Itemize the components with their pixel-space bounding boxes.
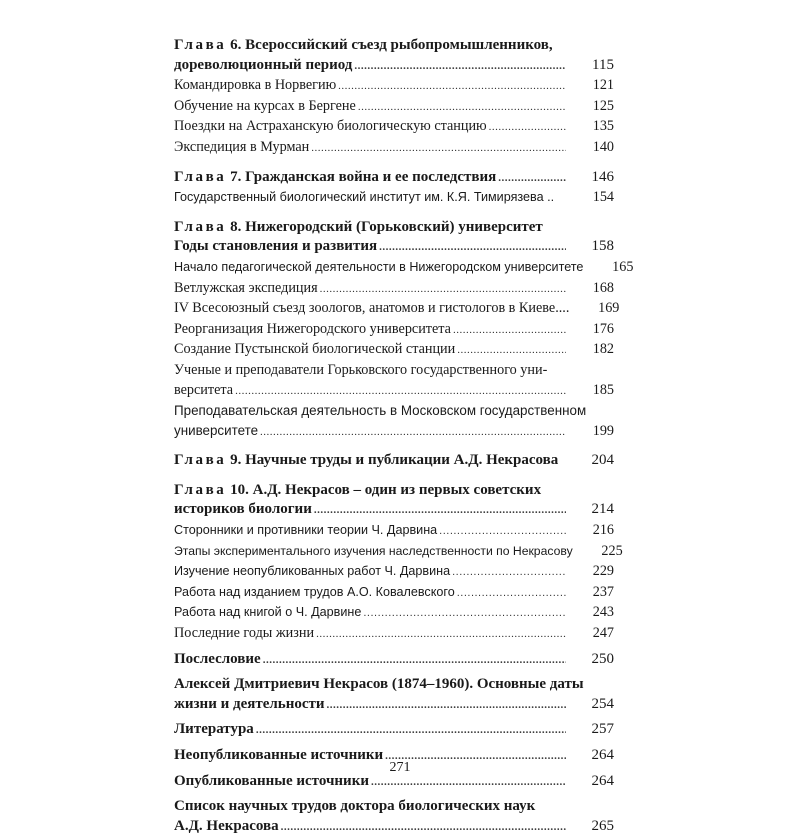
toc-chapter-10 xyxy=(174,481,623,645)
dot-leader xyxy=(457,341,566,361)
page-ref: 250 xyxy=(591,650,614,667)
page-ref: 135 xyxy=(592,118,614,135)
dot-leader xyxy=(281,818,566,837)
toc-entry[interactable]: верситета ..... 185 xyxy=(174,381,614,402)
toc-entry[interactable]: жизни и деятельности ..... 254 xyxy=(174,695,614,716)
dot-leader xyxy=(363,604,566,624)
page-ref: 247 xyxy=(592,625,614,642)
toc-entry[interactable]: Литература ..... 257 xyxy=(174,720,614,741)
toc-entry[interactable]: Неопубликованные источники ..... 264 xyxy=(174,746,614,767)
dot-leader xyxy=(457,584,566,604)
toc-entry[interactable]: Изучение неопубликованных работ Ч. Дарвина ..... 229 xyxy=(174,562,614,583)
page-ref: 264 xyxy=(591,747,614,763)
toc-entry[interactable]: Ветлужская экспедиция ..... 168 xyxy=(174,279,614,300)
toc-entry[interactable]: Глава 9. Научные труды и публикации А.Д. Некрасова 204 xyxy=(174,451,614,472)
dot-leader xyxy=(314,501,566,521)
dot-leader xyxy=(354,57,566,77)
chapter-label: Глава xyxy=(174,37,227,53)
page-ref: 140 xyxy=(592,138,614,155)
toc-chapter-6 xyxy=(174,36,614,159)
page-ref: 264 xyxy=(591,772,614,789)
page-ref: 121 xyxy=(592,77,614,94)
toc-entry[interactable]: Экспедиция в Мурман ..... 140 xyxy=(174,138,614,159)
toc-entry[interactable]: А.Д. Некрасова ..... 265 xyxy=(174,817,614,837)
dot-leader xyxy=(320,280,566,300)
toc-entry[interactable]: Опубликованные источники ..... 264 xyxy=(174,772,614,793)
page-ref: 154 xyxy=(592,189,614,206)
toc-entry[interactable]: Реорганизация Нижегородского университета ..... 176 xyxy=(174,320,614,341)
entry-title-line: Ученые и преподаватели Горьковского государственного уни- xyxy=(174,361,548,378)
toc-entry[interactable]: Работа над книгой о Ч. Дарвине ..... 243 xyxy=(174,603,614,624)
toc-back-matter xyxy=(174,650,614,837)
dot-leader xyxy=(453,321,566,341)
entry-title-line: Список научных трудов доктора биологических наук xyxy=(174,798,536,815)
page-ref: 225 xyxy=(601,542,623,559)
toc-entry[interactable]: Поездки на Астраханскую биологическую станцию ..... 135 xyxy=(174,117,614,138)
page-ref: 115 xyxy=(592,56,614,73)
page-ref: 216 xyxy=(592,522,614,539)
dot-leader xyxy=(256,721,566,741)
toc-entry[interactable]: Послесловие ..... 250 xyxy=(174,650,614,671)
toc-entry[interactable]: Глава 7. Гражданская война и ее последствия ..... 146 xyxy=(174,168,614,189)
toc-entry[interactable]: Создание Пустынской биологической станции ..... 182 xyxy=(174,340,614,361)
entry-title-line: Алексей Дмитриевич Некрасов (1874–1960). Основные даты xyxy=(174,676,584,693)
page-ref: 237 xyxy=(592,583,614,600)
page-ref: 168 xyxy=(592,279,614,296)
page-ref: 214 xyxy=(591,501,614,518)
page-ref: 229 xyxy=(592,563,614,580)
toc-entry[interactable]: Сторонники и противники теории Ч. Дарвина ..... 216 xyxy=(174,521,614,542)
dot-leader xyxy=(235,382,566,402)
toc-chapter-7 xyxy=(174,168,614,209)
page-ref: 243 xyxy=(592,604,614,621)
page-ref: 146 xyxy=(591,168,614,185)
dot-leader xyxy=(260,423,566,443)
page-ref: 204 xyxy=(591,452,614,469)
dot-leader xyxy=(358,98,566,118)
chapter-label: Глава xyxy=(174,168,227,185)
toc-chapter-8 xyxy=(174,218,634,443)
page-ref: 169 xyxy=(598,300,620,317)
page-ref: 165 xyxy=(612,258,634,275)
chapter-title-line: Глава 8. Нижегородский (Горьковский) университет xyxy=(174,218,543,235)
toc-entry[interactable]: университете ..... 199 xyxy=(174,421,614,443)
page-ref: 254 xyxy=(591,695,614,712)
dot-leader xyxy=(311,139,566,159)
page-ref: 185 xyxy=(592,381,614,398)
toc-entry[interactable]: Годы становления и развития ..... 158 xyxy=(174,237,614,258)
page-ref: 125 xyxy=(592,97,614,114)
toc-entry[interactable]: Работа над изданием трудов А.О. Ковалевского ..... 237 xyxy=(174,583,614,604)
dot-leader xyxy=(452,563,566,583)
dot-leader xyxy=(498,169,566,189)
toc-entry[interactable]: Этапы экспериментального изучения наследственности по Некрасову 225 xyxy=(174,542,614,563)
toc-entry[interactable]: IV Всесоюзный съезд зоологов, анатомов и гистологов в Киеве.... 169 xyxy=(174,299,614,320)
dot-leader xyxy=(263,651,566,671)
dot-leader xyxy=(439,522,566,542)
page-ref: 182 xyxy=(592,341,614,358)
dot-leader xyxy=(379,238,566,258)
toc-chapter-9 xyxy=(174,451,614,472)
chapter-label: Глава xyxy=(174,452,227,469)
page-ref: 176 xyxy=(592,320,614,337)
dot-leader xyxy=(338,77,566,97)
dot-leader xyxy=(316,625,566,645)
page-ref: 199 xyxy=(592,422,614,439)
page-number: 271 xyxy=(389,760,411,775)
toc-entry[interactable]: Последние годы жизни ..... 247 xyxy=(174,624,614,645)
dot-leader xyxy=(489,118,566,138)
toc-entry[interactable]: историков биологии ..... 214 xyxy=(174,500,614,521)
chapter-title-line: Глава 6. Всероссийский съезд рыбопромышленников, xyxy=(174,37,553,53)
table-of-contents xyxy=(174,36,634,837)
toc-entry[interactable]: дореволюционный период ..... 115 xyxy=(174,56,614,77)
chapter-title-line: Глава 10. А.Д. Некрасов – один из первых советских xyxy=(174,481,542,498)
page-ref: 257 xyxy=(591,721,614,738)
chapter-label: Глава xyxy=(174,481,227,498)
chapter-label: Глава xyxy=(174,218,227,235)
page-ref: 158 xyxy=(591,238,614,255)
page-ref: 265 xyxy=(591,817,614,834)
toc-entry[interactable]: Обучение на курсах в Бергене ..... 125 xyxy=(174,97,614,118)
toc-entry[interactable]: Начало педагогической деятельности в Нижегородском университете 165 xyxy=(174,258,614,279)
toc-entry[interactable]: Командировка в Норвегию ..... 121 xyxy=(174,76,614,97)
entry-title-line: Преподавательская деятельность в Московском государственном xyxy=(174,403,587,419)
toc-entry[interactable]: Государственный биологический институт им. К.Я. Тимирязева .. 154 xyxy=(174,188,614,209)
dot-leader xyxy=(327,696,566,716)
